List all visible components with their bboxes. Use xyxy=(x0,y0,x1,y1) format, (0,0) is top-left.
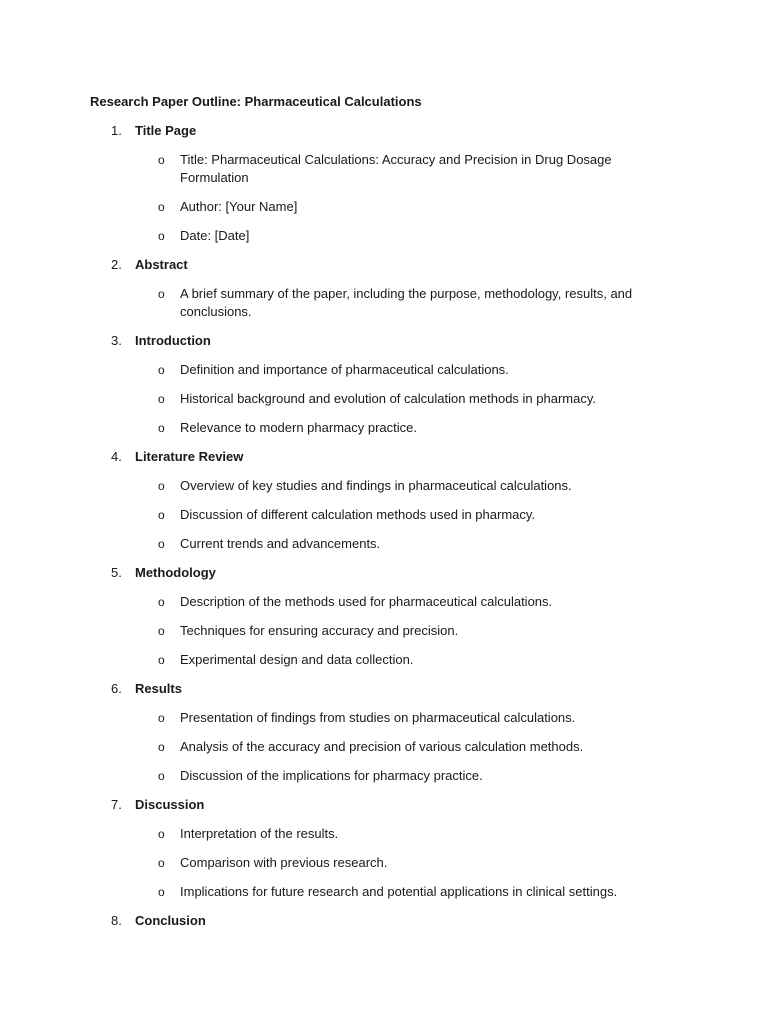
bullet-icon: o xyxy=(158,827,165,841)
bullet-icon: o xyxy=(158,392,165,406)
bullet-icon: o xyxy=(158,508,165,522)
outline-section-results xyxy=(90,680,728,785)
section-items xyxy=(90,285,728,321)
list-item-text: Analysis of the accuracy and precision of various calculation methods. xyxy=(180,739,584,754)
bullet-icon: o xyxy=(158,537,165,551)
document-title: Research Paper Outline: Pharmaceutical Calculations xyxy=(90,94,422,109)
section-number: 1. xyxy=(111,123,122,138)
list-item xyxy=(90,285,728,321)
list-item-text: Author: [Your Name] xyxy=(180,199,298,214)
list-item-text: Relevance to modern pharmacy practice. xyxy=(180,420,418,435)
section-items xyxy=(90,709,728,785)
section-number: 5. xyxy=(111,565,122,580)
section-title: Literature Review xyxy=(135,449,244,464)
section-title: Title Page xyxy=(135,123,197,138)
bullet-icon: o xyxy=(158,200,165,214)
bullet-icon: o xyxy=(158,624,165,638)
list-item xyxy=(90,738,728,756)
bullet-icon: o xyxy=(158,421,165,435)
list-item xyxy=(90,361,728,379)
section-number: 7. xyxy=(111,797,122,812)
outline-section-abstract xyxy=(90,256,728,321)
bullet-icon: o xyxy=(158,229,165,243)
list-item xyxy=(90,198,728,216)
outline-section-conclusion xyxy=(90,912,728,930)
section-number: 4. xyxy=(111,449,122,464)
list-item-text: Title: Pharmaceutical Calculations: Accuracy and Precision in Drug Dosage Formulation xyxy=(180,152,612,185)
list-item xyxy=(90,593,728,611)
section-heading xyxy=(90,122,728,140)
list-item xyxy=(90,883,728,901)
bullet-icon: o xyxy=(158,479,165,493)
bullet-icon: o xyxy=(158,711,165,725)
section-number: 6. xyxy=(111,681,122,696)
section-items xyxy=(90,825,728,901)
section-title: Discussion xyxy=(135,797,205,812)
list-item-text: Techniques for ensuring accuracy and precision. xyxy=(180,623,459,638)
list-item xyxy=(90,767,728,785)
list-item-text: Interpretation of the results. xyxy=(180,826,339,841)
list-item xyxy=(90,390,728,408)
list-item-text: A brief summary of the paper, including the purpose, methodology, results, and conclusions. xyxy=(180,286,633,319)
bullet-icon: o xyxy=(158,856,165,870)
section-heading xyxy=(90,448,728,466)
section-items xyxy=(90,151,728,245)
section-title: Methodology xyxy=(135,565,216,580)
section-items xyxy=(90,361,728,437)
section-items xyxy=(90,593,728,669)
list-item-text: Description of the methods used for pharmaceutical calculations. xyxy=(180,594,553,609)
list-item-text: Discussion of the implications for pharmacy practice. xyxy=(180,768,483,783)
outline-section-literature-review xyxy=(90,448,728,553)
outline-section-introduction xyxy=(90,332,728,437)
list-item xyxy=(90,825,728,843)
section-number: 3. xyxy=(111,333,122,348)
bullet-icon: o xyxy=(158,653,165,667)
section-number: 8. xyxy=(111,913,122,928)
bullet-icon: o xyxy=(158,740,165,754)
section-heading xyxy=(90,912,728,930)
section-heading xyxy=(90,564,728,582)
bullet-icon: o xyxy=(158,769,165,783)
list-item xyxy=(90,227,728,245)
list-item-text: Discussion of different calculation methods used in pharmacy. xyxy=(180,507,536,522)
section-number: 2. xyxy=(111,257,122,272)
outline-section-discussion xyxy=(90,796,728,901)
list-item xyxy=(90,622,728,640)
section-title: Results xyxy=(135,681,182,696)
list-item-text: Comparison with previous research. xyxy=(180,855,388,870)
bullet-icon: o xyxy=(158,363,165,377)
list-item xyxy=(90,151,728,187)
list-item xyxy=(90,419,728,437)
list-item xyxy=(90,854,728,872)
list-item xyxy=(90,651,728,669)
outline-sections xyxy=(90,122,728,930)
list-item-text: Overview of key studies and findings in pharmaceutical calculations. xyxy=(180,478,572,493)
list-item-text: Experimental design and data collection. xyxy=(180,652,414,667)
bullet-icon: o xyxy=(158,595,165,609)
list-item xyxy=(90,477,728,495)
list-item-text: Current trends and advancements. xyxy=(180,536,381,551)
outline-section-title-page xyxy=(90,122,728,245)
list-item xyxy=(90,709,728,727)
list-item-text: Presentation of findings from studies on pharmaceutical calculations. xyxy=(180,710,576,725)
section-heading xyxy=(90,332,728,350)
list-item-text: Date: [Date] xyxy=(180,228,250,243)
outline-section-methodology xyxy=(90,564,728,669)
list-item xyxy=(90,506,728,524)
bullet-icon: o xyxy=(158,287,165,301)
list-item-text: Implications for future research and potential applications in clinical settings. xyxy=(180,884,618,899)
list-item xyxy=(90,535,728,553)
bullet-icon: o xyxy=(158,885,165,899)
section-heading xyxy=(90,796,728,814)
section-heading xyxy=(90,680,728,698)
list-item-text: Definition and importance of pharmaceutical calculations. xyxy=(180,362,509,377)
section-title: Conclusion xyxy=(135,913,206,928)
bullet-icon: o xyxy=(158,153,165,167)
section-items xyxy=(90,477,728,553)
section-title: Introduction xyxy=(135,333,211,348)
list-item-text: Historical background and evolution of calculation methods in pharmacy. xyxy=(180,391,596,406)
section-heading xyxy=(90,256,728,274)
section-title: Abstract xyxy=(135,257,188,272)
